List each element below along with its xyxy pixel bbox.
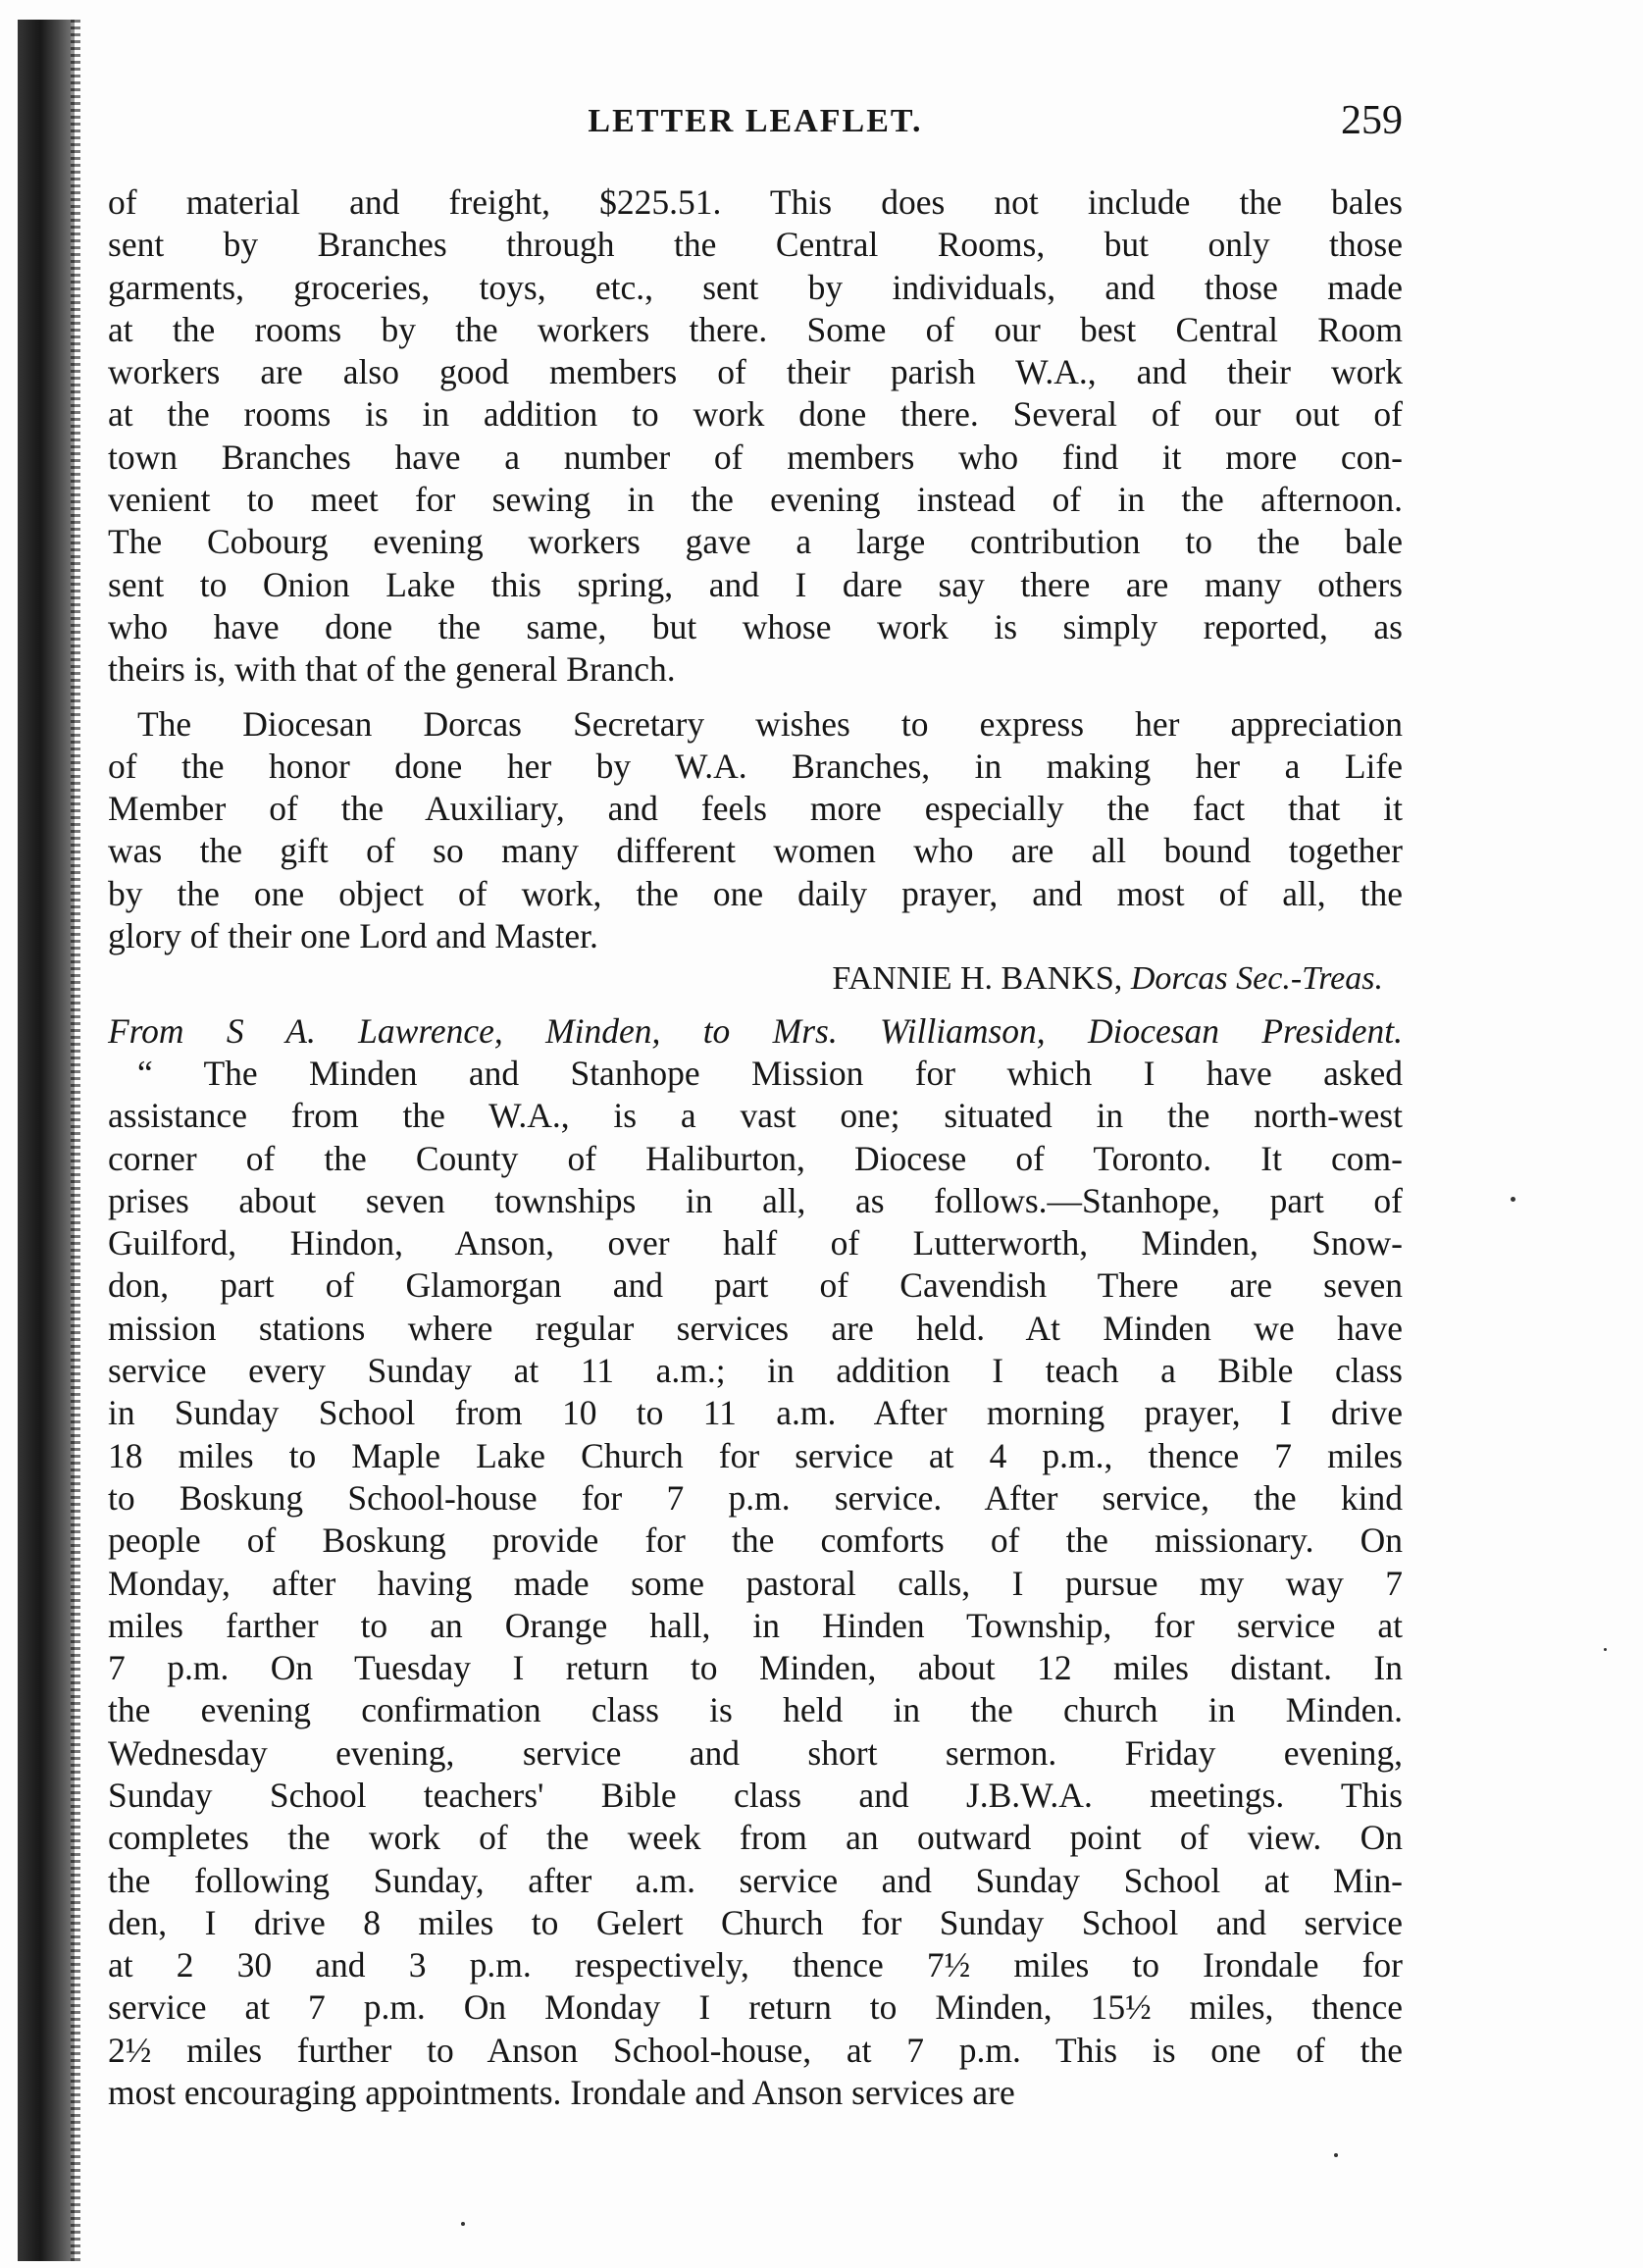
- text-line: The Cobourg evening workers gave a large contribution to the bale: [108, 522, 1403, 562]
- text-line: theirs is, with that of the general Branch.: [108, 649, 676, 690]
- text-line: most encouraging appointments. Irondale and Anson services are: [108, 2073, 1015, 2113]
- paragraph-appreciation: [108, 703, 1403, 958]
- scan-speck: [461, 2222, 465, 2226]
- page-body: [108, 181, 1403, 2114]
- text-line: sent by Branches through the Central Rooms, but only those: [108, 225, 1403, 265]
- text-line: of material and freight, $225.51. This does not include the bales: [108, 182, 1403, 222]
- text-line: completes the work of the week from an outward point of view. On: [108, 1818, 1403, 1858]
- scan-speck: [1334, 2153, 1338, 2157]
- text-line: Monday, after having made some pastoral calls, I pursue my way 7: [108, 1563, 1403, 1603]
- text-line: in Sunday School from 10 to 11 a.m. After morning prayer, I drive: [108, 1393, 1403, 1433]
- paragraph-mission-letter: [108, 1053, 1403, 2114]
- text-line: at 2 30 and 3 p.m. respectively, thence 7½ miles to Irondale for: [108, 1945, 1403, 1985]
- text-line: den, I drive 8 miles to Gelert Church for Sunday School and service: [108, 1902, 1403, 1942]
- text-line: the following Sunday, after a.m. service and Sunday School at Min-: [108, 1860, 1403, 1900]
- text-line: town Branches have a number of members who find it more con-: [108, 437, 1403, 477]
- text-line: The Diocesan Dorcas Secretary wishes to express her appreciation: [137, 703, 1403, 744]
- text-line: garments, groceries, toys, etc., sent by individuals, and those made: [108, 267, 1403, 307]
- signature-title: Dorcas Sec.-Treas.: [1130, 960, 1383, 998]
- text-line: 2½ miles further to Anson School-house, at 7 p.m. This is one of the: [108, 2030, 1403, 2070]
- text-line: sent to Onion Lake this spring, and I dare say there are many others: [108, 564, 1403, 604]
- text-line: “ The Minden and Stanhope Mission for which I have asked: [137, 1053, 1403, 1093]
- text-line: mission stations where regular services are held. At Minden we have: [108, 1308, 1403, 1348]
- text-line: Guilford, Hindon, Anson, over half of Lutterworth, Minden, Snow-: [108, 1223, 1403, 1263]
- text-line: corner of the County of Haliburton, Diocese of Toronto. It com-: [108, 1138, 1403, 1178]
- text-line: assistance from the W.A., is a vast one; situated in the north-west: [108, 1096, 1403, 1136]
- text-line: service at 7 p.m. On Monday I return to Minden, 15½ miles, thence: [108, 1987, 1403, 2028]
- page-number: 259: [1341, 98, 1403, 143]
- letter-heading: From S A. Lawrence, Minden, to Mrs. Williamson, Diocesan President.: [108, 1010, 1403, 1051]
- text-line: was the gift of so many different women who are all bound together: [108, 831, 1403, 871]
- text-line: who have done the same, but whose work is simply reported, as: [108, 606, 1403, 646]
- text-line: prises about seven townships in all, as follows.—Stanhope, part of: [108, 1180, 1403, 1220]
- text-line: Wednesday evening, service and short sermon. Friday evening,: [108, 1732, 1403, 1773]
- paragraph-gap: [108, 692, 1403, 703]
- signature: [108, 957, 1403, 1000]
- text-line: venient to meet for sewing in the evening instead of in the afternoon.: [108, 480, 1403, 520]
- text-line: Member of the Auxiliary, and feels more especially the fact that it: [108, 789, 1403, 829]
- scan-speck: [1511, 1197, 1515, 1202]
- book-binding-edge: [18, 20, 75, 2261]
- page-header: [108, 98, 1403, 152]
- scan-speck: [1604, 1648, 1607, 1651]
- paragraph-report: [108, 181, 1403, 692]
- text-line: workers are also good members of their parish W.A., and their work: [108, 352, 1403, 392]
- text-line: don, part of Glamorgan and part of Cavendish There are seven: [108, 1265, 1403, 1306]
- text-line: at the rooms is in addition to work done there. Several of our out of: [108, 394, 1403, 435]
- text-line: the evening confirmation class is held in the church in Minden.: [108, 1690, 1403, 1730]
- text-line: miles farther to an Orange hall, in Hinden Township, for service at: [108, 1605, 1403, 1645]
- text-line: at the rooms by the workers there. Some of our best Central Room: [108, 309, 1403, 349]
- text-line: 18 miles to Maple Lake Church for service at 4 p.m., thence 7 miles: [108, 1435, 1403, 1475]
- text-line: by the one object of work, the one daily prayer, and most of all, the: [108, 873, 1403, 913]
- text-line: service every Sunday at 11 a.m.; in addition I teach a Bible class: [108, 1351, 1403, 1391]
- text-line: glory of their one Lord and Master.: [108, 916, 598, 956]
- text-line: of the honor done her by W.A. Branches, in making her a Life: [108, 746, 1403, 786]
- text-line: people of Boskung provide for the comforts of the missionary. On: [108, 1521, 1403, 1561]
- text-line: Sunday School teachers' Bible class and J.B.W.A. meetings. This: [108, 1775, 1403, 1815]
- running-title: LETTER LEAFLET.: [588, 103, 923, 139]
- text-line: 7 p.m. On Tuesday I return to Minden, about 12 miles distant. In: [108, 1648, 1403, 1688]
- text-line: to Boskung School-house for 7 p.m. service. After service, the kind: [108, 1477, 1403, 1518]
- signature-name: FANNIE H. BANKS,: [832, 960, 1123, 998]
